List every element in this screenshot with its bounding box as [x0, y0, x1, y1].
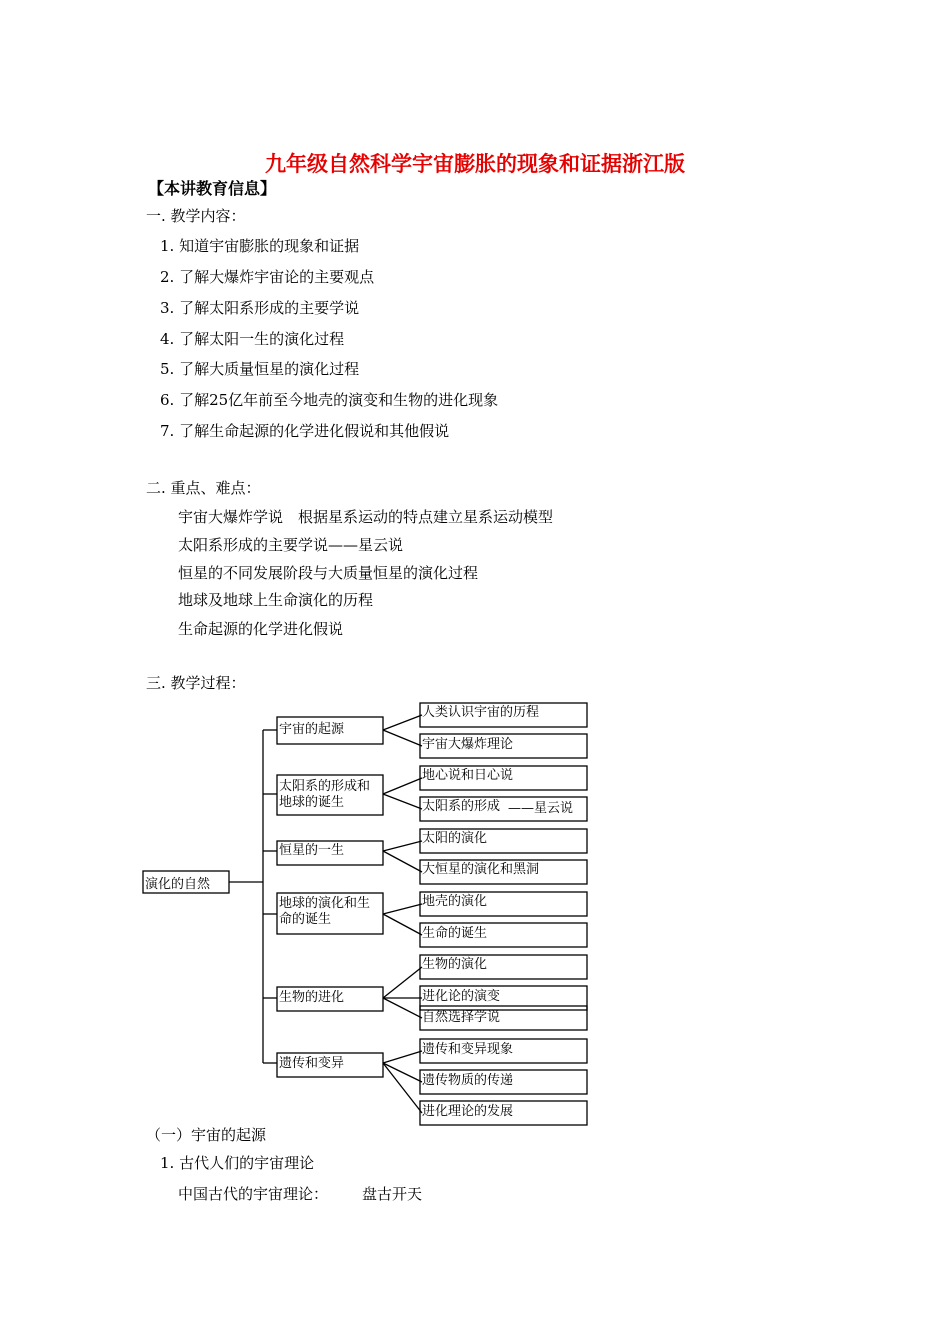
section1-item: 1. 知道宇宙膨胀的现象和证据: [160, 237, 360, 255]
section2-heading: 二. 重点、难点：: [146, 479, 261, 497]
branch-label: 太阳系的形成和: [279, 779, 371, 794]
leaf-label: 宇宙大爆炸理论: [422, 737, 514, 752]
leaf-label: 遗传和变异现象: [422, 1042, 514, 1057]
leaf-label: 进化论的演变: [422, 989, 501, 1004]
leaf-label: 地心说和日心说: [422, 768, 514, 783]
subsection-heading: （一）宇宙的起源: [146, 1126, 267, 1144]
section1-item: 6. 了解25亿年前至今地壳的演变和生物的进化现象: [160, 391, 499, 409]
section2-item: 生命起源的化学进化假说: [178, 620, 344, 638]
section1-heading: 一. 教学内容：: [146, 207, 246, 225]
branch-label: 生物的进化: [279, 990, 345, 1005]
leaf-label: 地壳的演化: [422, 894, 488, 909]
branch-label: 遗传和变异: [279, 1056, 345, 1071]
leaf-label: 进化理论的发展: [422, 1104, 514, 1119]
section1-item: 2. 了解大爆炸宇宙论的主要观点: [160, 268, 375, 286]
leaf-label-suffix: ——星云说: [508, 801, 574, 816]
leaf-label: 自然选择学说: [422, 1010, 501, 1025]
branch-label: 地球的演化和生: [279, 896, 371, 911]
section2-item: 太阳系形成的主要学说——星云说: [178, 536, 404, 554]
root-label: 演化的自然: [145, 877, 211, 892]
concept-map-diagram: [140, 700, 600, 1128]
branch-label: 地球的诞生: [279, 795, 345, 810]
section1-item: 7. 了解生命起源的化学进化假说和其他假说: [160, 422, 450, 440]
leaf-label: 遗传物质的传递: [422, 1073, 514, 1088]
section1-item: 4. 了解太阳一生的演化过程: [160, 330, 345, 348]
subsection-detail-label: 中国古代的宇宙理论：: [178, 1185, 329, 1203]
subsection-item: 1. 古代人们的宇宙理论: [160, 1154, 315, 1172]
leaf-label: 太阳系的形成: [422, 799, 501, 814]
info-heading: 【本讲教育信息】: [148, 179, 277, 198]
section2-item: 宇宙大爆炸学说 根据星系运动的特点建立星系运动模型: [178, 508, 554, 526]
leaf-label: 生命的诞生: [422, 926, 488, 941]
branch-label: 恒星的一生: [279, 843, 345, 858]
branch-label: 命的诞生: [279, 912, 332, 927]
leaf-label: 太阳的演化: [422, 831, 488, 846]
section2-item: 地球及地球上生命演化的历程: [178, 591, 374, 609]
leaf-label: 大恒星的演化和黑洞: [422, 862, 540, 877]
subsection-detail-value: 盘古开天: [362, 1185, 423, 1203]
leaf-label: 生物的演化: [422, 957, 488, 972]
section3-heading: 三. 教学过程：: [146, 674, 246, 692]
section1-item: 5. 了解大质量恒星的演化过程: [160, 360, 360, 378]
leaf-label: 人类认识宇宙的历程: [422, 705, 540, 720]
branch-label: 宇宙的起源: [279, 722, 345, 737]
page-title: 九年级自然科学宇宙膨胀的现象和证据浙江版: [265, 152, 685, 176]
section1-item: 3. 了解太阳系形成的主要学说: [160, 299, 360, 317]
section2-item: 恒星的不同发展阶段与大质量恒星的演化过程: [178, 564, 479, 582]
